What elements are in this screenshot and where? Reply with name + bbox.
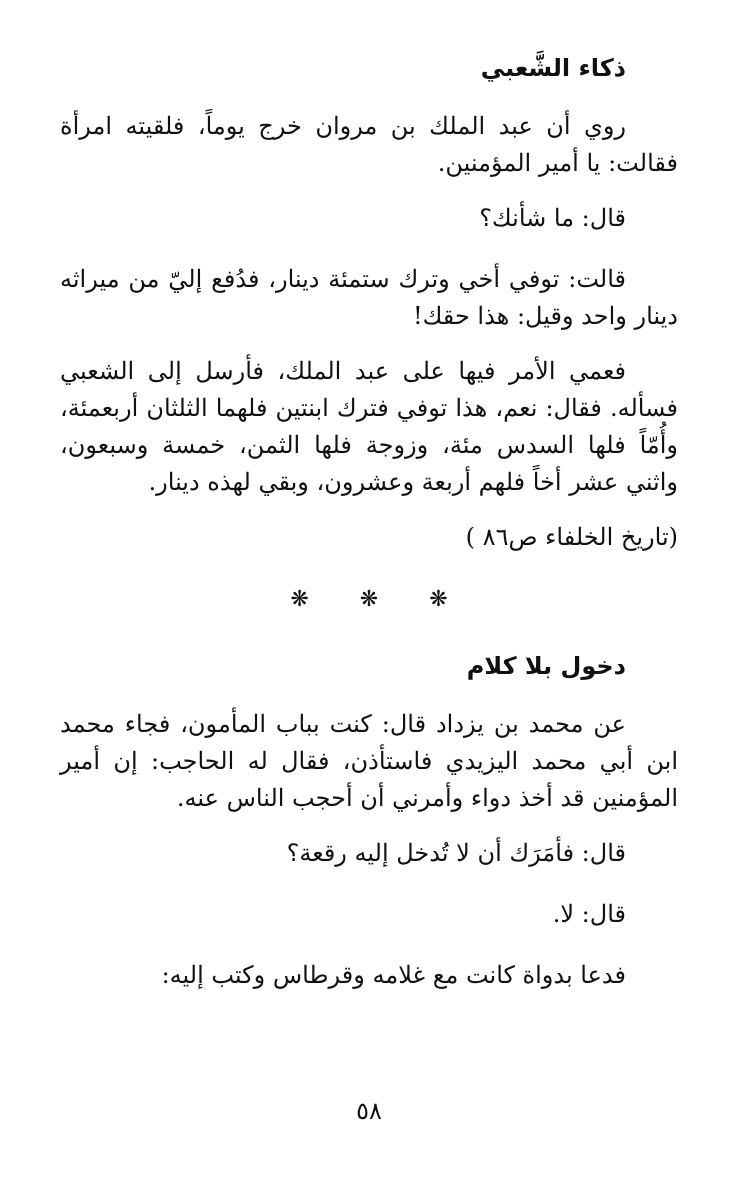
- paragraph: قال: ما شأنك؟: [479, 204, 626, 232]
- paragraph: قالت: توفي أخي وترك ستمئة دينار، فدُفع إليّ من ميراثه دينار واحد وقيل: هذا حقك!: [60, 265, 678, 330]
- page-number: ٥٨: [356, 1097, 382, 1125]
- paragraph: عن محمد بن يزداد قال: كنت بباب المأمون، فجاء محمد ابن أبي محمد اليزيدي فاستأذن، فقال له الحاجب: إن أمير المؤمنين قد أخذ دواء وأمرني أن أحجب الناس عنه.: [60, 710, 678, 812]
- paragraph: قال: فأمَرَك أن لا تُدخل إليه رقعة؟: [286, 839, 626, 867]
- section-title: ذكاء الشَّعبي: [480, 54, 626, 82]
- paragraph: فدعا بدواة كانت مع غلامه وقرطاس وكتب إليه:: [161, 961, 626, 989]
- paragraph: فعمي الأمر فيها على عبد الملك، فأرسل إلى الشعبي فسأله. فقال: نعم، هذا توفي فترك ابنتين فلهما الثلثان أربعمئة، وأُمّاً فلها السدس مئة، وزوجة فلها الثمن، خمسة وسبعون، واثني عشر أخاً فلهم أربعة وعشرون، وبقي لهذه دينار.: [60, 357, 678, 496]
- page-body: [60, 46, 678, 994]
- section-separator: ❋ ❋ ❋: [290, 587, 470, 612]
- citation: (تاريخ الخلفاء ص٨٦ ): [465, 523, 678, 551]
- paragraph: روي أن عبد الملك بن مروان خرج يوماً، فلقيته امرأة فقالت: يا أمير المؤمنين.: [60, 112, 678, 177]
- paragraph: قال: لا.: [552, 900, 626, 928]
- section-title: دخول بلا كلام: [466, 652, 626, 680]
